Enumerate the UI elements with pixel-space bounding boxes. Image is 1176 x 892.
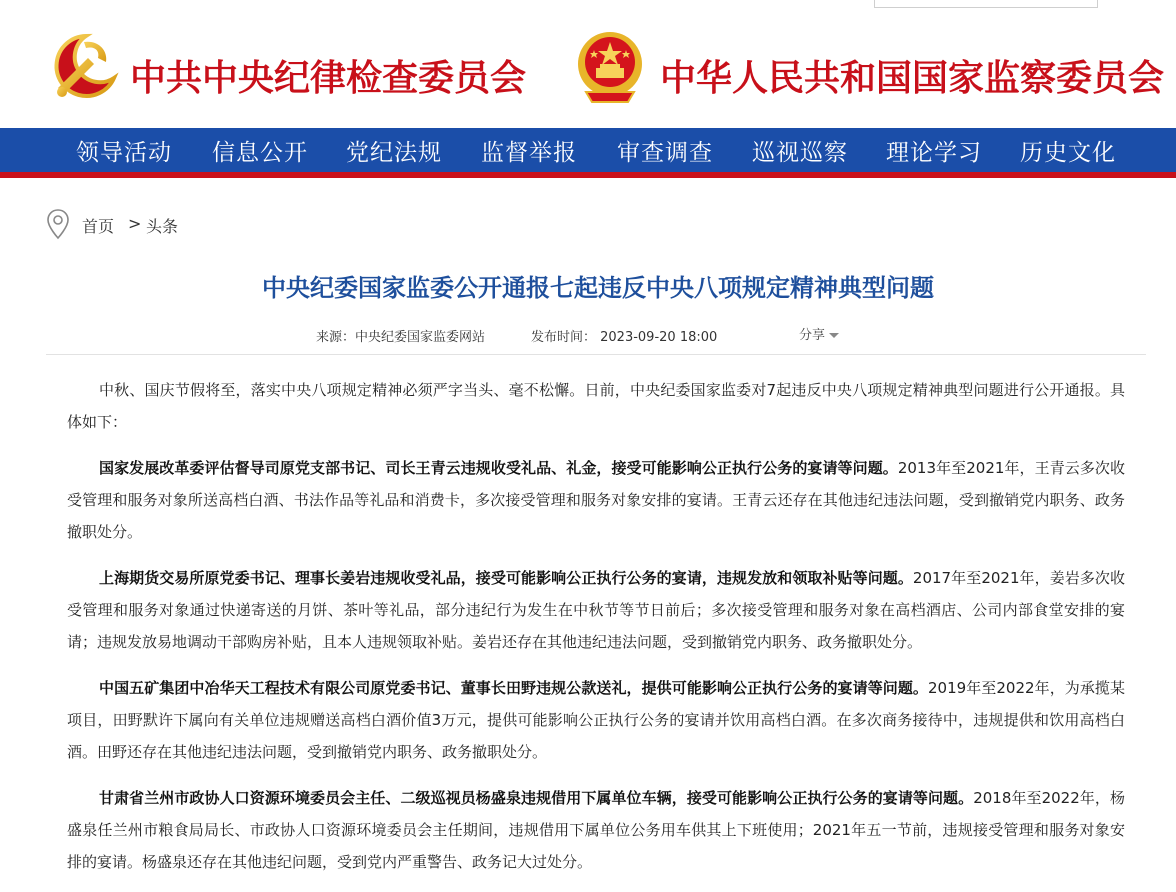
breadcrumb-home[interactable]: 首页 xyxy=(82,217,115,236)
nav-item-info[interactable]: 信息公开 xyxy=(212,140,308,166)
nav-item-report[interactable]: 监督举报 xyxy=(481,140,577,166)
intro-paragraph: 中秋、国庆节假将至，落实中央八项规定精神必须严字当头、毫不松懈。日前，中央纪委国家监委对7起违反中央八项规定精神典型问题进行公开通报。具体如下： xyxy=(67,381,1125,431)
chevron-down-icon xyxy=(829,333,839,338)
nav-item-investigation[interactable]: 审查调查 xyxy=(617,140,713,166)
case-detail: 2018年至2022年，杨盛泉任兰州市粮食局局长、市政协人口资源环境委员会主任期间，违规借用下属单位公务用车供其上下班使用；2021年五一节前，违规接受管理和服务对象安排的宴请。杨盛泉还存在其他违纪问题，受到党内严重警告、政务记大过处分。 xyxy=(67,789,1125,871)
case-headline: 中国五矿集团中冶华天工程技术有限公司原党委书记、董事长田野违规公款送礼，提供可能影响公正执行公务的宴请等问题。 xyxy=(99,679,928,697)
case-detail: 2013年至2021年，王青云多次收受管理和服务对象所送高档白酒、书法作品等礼品和消费卡，多次接受管理和服务对象安排的宴请。王青云还存在其他违纪违法问题，受到撤销党内职务、政务撤职处分。 xyxy=(67,459,1125,541)
case-detail: 2017年至2021年，姜岩多次收受管理和服务对象通过快递寄送的月饼、茶叶等礼品，部分违纪行为发生在中秋节等节日前后；多次接受管理和服务对象在高档酒店、公司内部食堂安排的宴请；违规发放易地调动干部购房补贴，且本人违规领取补贴。姜岩还存在其他违纪违法问题，受到撤销党内职务、政务撤职处分。 xyxy=(67,569,1125,651)
national-commission-title: 中华人民共和国国家监察委员会 xyxy=(660,57,1165,99)
case-paragraph xyxy=(67,672,1125,768)
location-pin-icon xyxy=(46,208,70,244)
nav-item-regulations[interactable]: 党纪法规 xyxy=(346,140,442,166)
case-paragraph xyxy=(67,452,1125,548)
national-emblem-icon[interactable] xyxy=(572,28,648,110)
article-publish-time: 发布时间： 2023-09-20 18:00 xyxy=(531,330,718,345)
case-paragraph xyxy=(67,562,1125,658)
divider xyxy=(46,354,1146,355)
nav-item-history[interactable]: 历史文化 xyxy=(1020,140,1116,166)
nav-item-theory[interactable]: 理论学习 xyxy=(886,140,982,166)
breadcrumb-current[interactable]: 头条 xyxy=(146,217,179,236)
article-title: 中央纪委国家监委公开通报七起违反中央八项规定精神典型问题 xyxy=(262,274,934,302)
case-paragraph xyxy=(67,782,1125,878)
cpc-commission-title: 中共中央纪律检查委员会 xyxy=(130,57,527,99)
site-header xyxy=(0,0,1176,128)
case-headline: 甘肃省兰州市政协人口资源环境委员会主任、二级巡视员杨盛泉违规借用下属单位车辆，接受可能影响公正执行公务的宴请等问题。 xyxy=(99,789,974,807)
nav-item-inspection[interactable]: 巡视巡察 xyxy=(752,140,848,166)
share-label: 分享 xyxy=(799,328,826,343)
party-emblem-icon[interactable] xyxy=(48,32,120,108)
article-source: 来源：中央纪委国家监委网站 xyxy=(316,330,486,345)
breadcrumb-separator: > xyxy=(128,214,142,233)
article-body xyxy=(67,374,1125,892)
case-headline: 上海期货交易所原党委书记、理事长姜岩违规收受礼品，接受可能影响公正执行公务的宴请，违规发放和领取补贴等问题。 xyxy=(99,569,913,587)
share-button[interactable] xyxy=(799,324,839,343)
main-nav xyxy=(0,128,1176,178)
nav-item-leadership[interactable]: 领导活动 xyxy=(76,140,172,166)
case-headline: 国家发展改革委评估督导司原党支部书记、司长王青云违规收受礼品、礼金，接受可能影响公正执行公务的宴请等问题。 xyxy=(99,459,898,477)
case-detail: 2019年至2022年，为承揽某项目，田野默许下属向有关单位违规赠送高档白酒价值3万元，提供可能影响公正执行公务的宴请并饮用高档白酒。在多次商务接待中，违规提供和饮用高档白酒。田野还存在其他违纪违法问题，受到撤销党内职务、政务撤职处分。 xyxy=(67,679,1125,761)
